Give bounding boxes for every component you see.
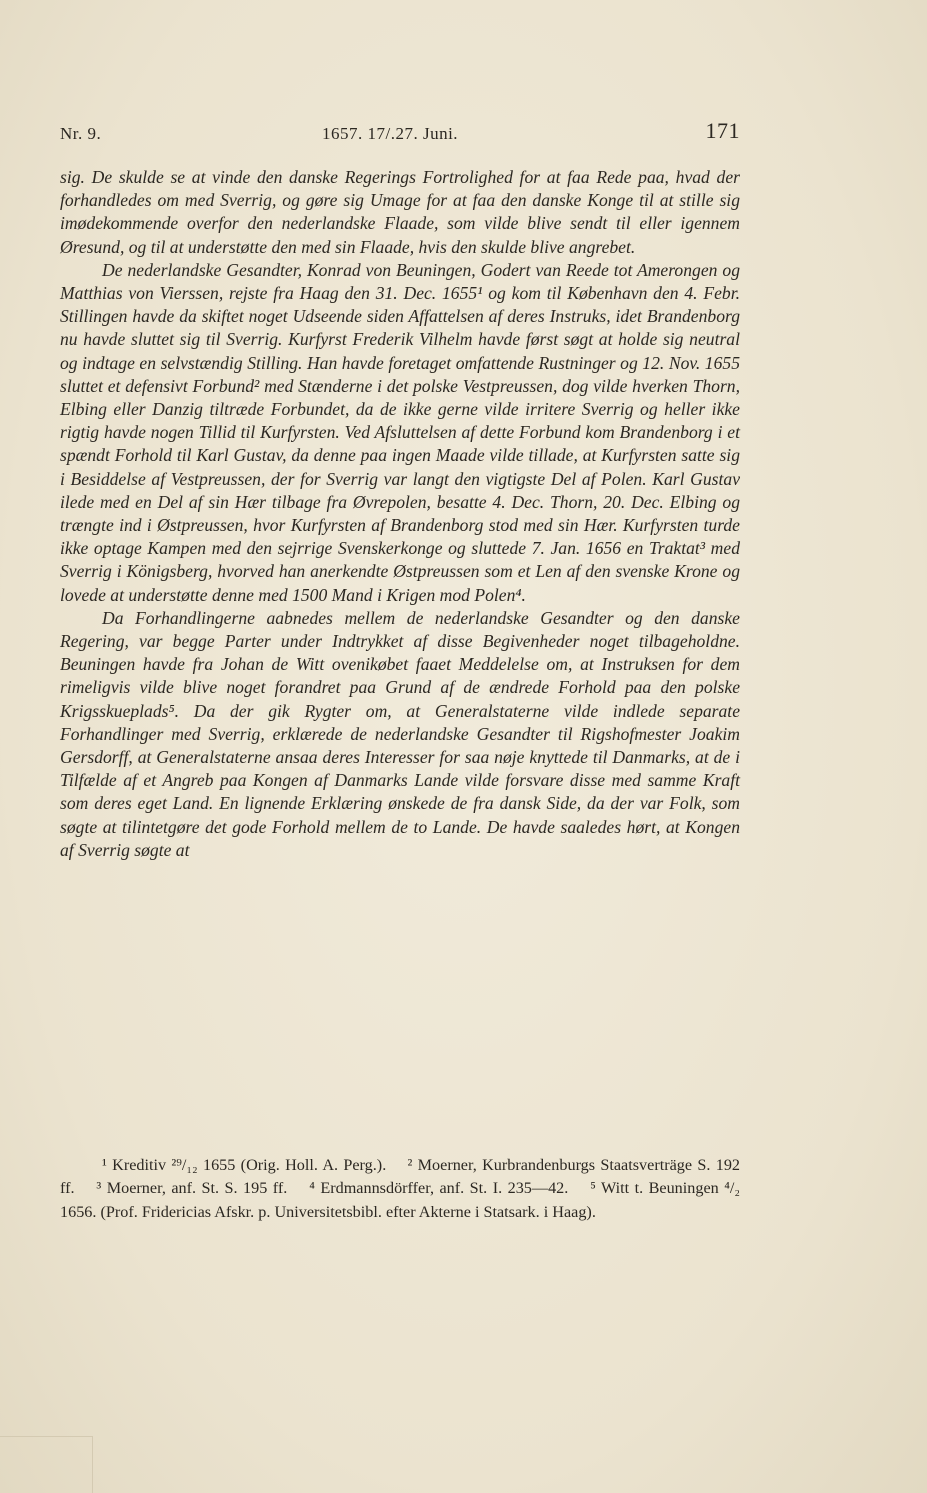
footnote-1: ¹ Kreditiv ²⁹/₁₂ 1655 (Orig. Holl. A. Perg.). <box>102 1156 387 1174</box>
footnote-5: ⁵ Witt t. Beuningen ⁴/₂ 1656. (Prof. Fridericias Afskr. p. Universitetsbibl. efter Akterne i Statsark. i Haag). <box>60 1179 740 1221</box>
header-date: 1657. 17/.27. Juni. <box>322 124 459 143</box>
footnotes <box>60 1154 740 1224</box>
footnote-2: ² Moerner, Kurbrandenburgs Staatsverträge S. 192 ff. <box>60 1156 741 1198</box>
running-header <box>60 118 740 148</box>
footnote-4: ⁴ Erdmannsdörffer, anf. St. I. 235—42. <box>309 1179 569 1198</box>
header-number: Nr. 9. <box>60 124 102 143</box>
paragraph-2: De nederlandske Gesandter, Konrad von Beuningen, Godert van Reede tot Amerongen og Matthias von Vierssen, rejste fra Haag den 31. Dec. 1655¹ og kom til København den 4. Febr. Stillingen havde da skiftet noget Udseende siden Affattelsen af deres Instruks, idet Brandenborg nu havde sluttet sig til Sverrig. Kurfyrst Frederik Vilhelm havde først søgt at holde sig neutral og indtage en selvstændig Stilling. Han havde foretaget omfattende Rustninger og 12. Nov. 1655 sluttet et defensivt Forbund² med Stænderne i det polske Vestpreussen, dog vilde hverken Thorn, Elbing eller Danzig tiltræde Forbundet, da de ikke gerne vilde irritere Sverrig og heller ikke rigtig havde nogen Tillid til Kurfyrsten. Ved Afsluttelsen af dette Forbund kom Brandenborg i et spændt Forhold til Karl Gustav, da denne paa ingen Maade vilde tillade, at Kurfyrsten satte sig i Besiddelse af Vestpreussen, der for Sverrig var langt den vigtigste Del af Polen. Karl Gustav ilede med en Del af sin Hær tilbage fra Øvrepolen, besatte 4. Dec. Thorn, 20. Dec. Elbing og trængte ind i Østpreussen, hvor Kurfyrsten af Brandenborg stod med sin Hær. Kurfyrsten turde ikke optage Kampen med den sejrrige Svenskerkonge og sluttede 7. Jan. 1656 en Traktat³ med Sverrig i Königsberg, hvorved han anerkendte Østpreussen som et Len af den svenske Krone og lovede at understøtte denne med 1500 Mand i Krigen mod Polen⁴. <box>60 259 740 605</box>
page-number: 171 <box>705 118 740 143</box>
paragraph-3: Da Forhandlingerne aabnedes mellem de nederlandske Gesandter og den danske Regering, var begge Parter under Indtrykket af disse Begivenheder noget tilbageholdne. Beuningen havde fra Johan de Witt ovenikøbet faaet Meddelelse om, at Instruksen for dem rimeligvis vilde blive noget forandret paa Grund af de ændrede Forhold paa den polske Krigsskueplads⁵. Da der gik Rygter om, at Generalstaterne vilde indlede separate Forhandlinger med Sverrig, erklærede de nederlandske Gesandter til Rigshofmester Joakim Gersdorff, at Generalstaterne ansaa deres Interesser for saa nøje knyttede til Danmarks, at de i Tilfælde af et Angreb paa Kongen af Danmarks Lande vilde forsvare disse med samme Kraft som deres eget Land. En lignende Erklæring ønskede de fra dansk Side, da der var Folk, som søgte at tilintetgøre det gode Forhold mellem de to Lande. De havde saaledes hørt, at Kongen af Sverrig søgte at <box>60 607 740 860</box>
main-text <box>60 166 740 862</box>
paragraph-1: sig. De skulde se at vinde den danske Regerings Fortrolighed for at faa Rede paa, hvad der forhandledes om med Sverrig, og gøre sig Umage for at faa den danske Konge til at stille sig imødekommende overfor den nederlandske Flaade, som vilde blive sendt til eller igennem Øresund, og til at understøtte den med sin Flaade, hvis den skulde blive angrebet. <box>60 167 740 257</box>
scan-edge-line <box>0 1436 92 1437</box>
footnote-3: ³ Moerner, anf. St. S. 195 ff. <box>96 1179 288 1198</box>
scan-edge-line-vertical <box>92 1436 93 1493</box>
